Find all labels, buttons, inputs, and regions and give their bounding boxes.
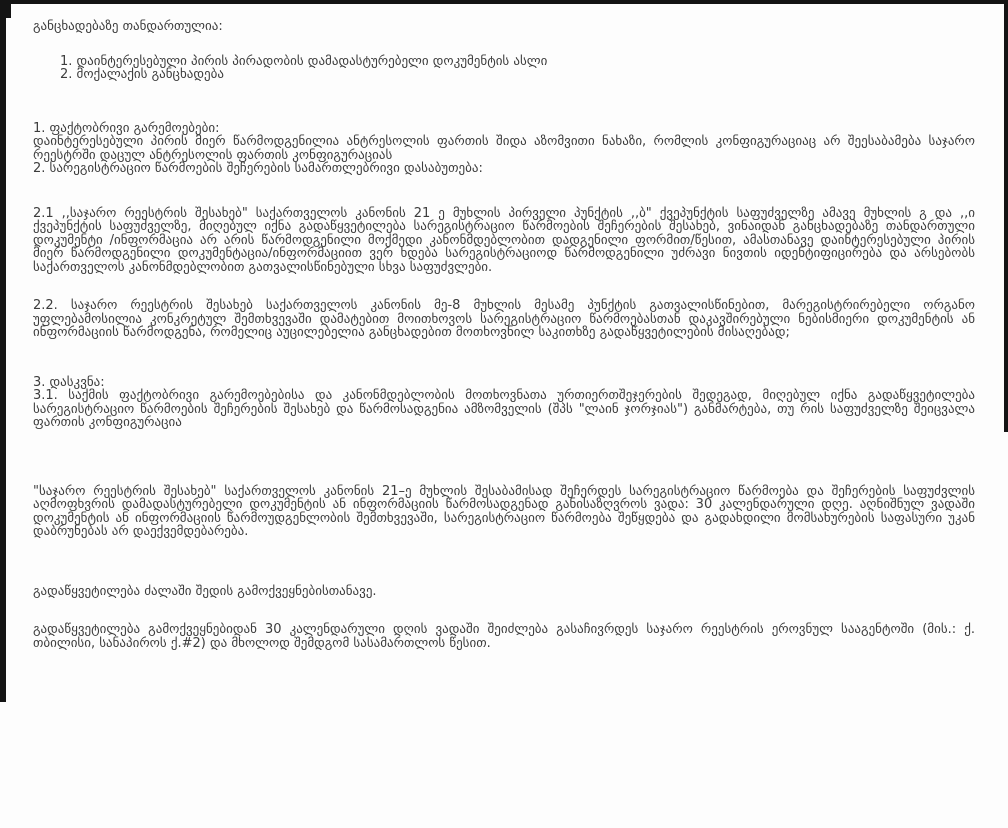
effective-line: გადაწყვეტილება ძალაში შედის გამოქვეყნებისთანავე. — [33, 583, 377, 599]
attachment-number: 2. — [60, 67, 73, 82]
document-body — [33, 20, 975, 650]
clause-3-1: 3.1. საქმის ფაქტობრივი გარემოებებისა და კანონმდებლობის მოთხოვნათა ურთიერთშეჯერების შედეგად, მიღებულ იქნა გადაწყვეტილება სარეგისტრაციო წარმოების შეჩერების შესახებ და წარმოსადგენია ამზომველის (შპს "ლაინ ჯორჯიას") განმარტება, თუ რის საფუძველზე შეიცვალა ფართის კონფიგურაცია — [33, 388, 975, 430]
facts-heading: 1. ფაქტობრივი გარემოებები: — [33, 120, 220, 136]
suspension-paragraph: "საჯარო რეესტრის შესახებ" საქართველოს კანონის 21–ე მუხლის შესაბამისად შეჩერდეს სარეგისტრაციო წარმოება და შეჩერების საფუძვლის აღმოფხვრის დამადასტურებელი დოკუმენტის ან ინფორმაციის წარმოსადგენად განისაზღვროს ვადა: 30 კალენდარული დღე. აღნიშნულ ვადაში დოკუმენტის ან ინფორმაციის წარმოუდგენლობის შემთხვევაში, სარეგისტრაციო წარმოება შეწყდება და გადახდილი მომსახურების საფასური უკან დაბრუნებას არ დაექვემდებარება. — [33, 483, 975, 539]
conclusion-heading: 3. დასკვნა: — [33, 374, 105, 390]
scan-edge-left — [0, 0, 6, 702]
attachment-item — [60, 68, 975, 82]
scan-edge-right — [1004, 0, 1008, 432]
attachment-label: მოქალაქის განცხადება — [76, 67, 224, 82]
clause-2-2: 2.2. საჯარო რეესტრის შესახებ საქართველოს კანონის მე-8 მუხლის მესამე პუნქტის გათვალისწინებით, მარეგისტრირებელი ორგანო უფლებამოსილია კონკრეტულ შემთხვევაში დამატებით მოითხოვოს სარეგისტრაციო წარმოებასთან დაკავშირებული ნებისმიერი დოკუმენტის ან ინფორმაციის წარმოდგენა, რომელიც აუცილებელია განცხადებით მოთხოვნილ საკითხზე გადაწყვეტილების მისაღებად; — [33, 298, 975, 340]
intro-heading: განცხადებაზე თანდართულია: — [33, 19, 223, 34]
scan-corner-blob — [0, 0, 11, 18]
scan-edge-top — [0, 0, 1008, 4]
clause-2-1: 2.1 ,,საჯარო რეესტრის შესახებ" საქართველოს კანონის 21 ე მუხლის პირველი პუნქტის ,,ბ" ქვეპუნქტის საფუძველზე ამავე მუხლის გ და ,,ი ქვეპუნქტის საფუძველზე, მიღებულ იქნა გადაწყვეტილება სარეგისტრაციო წარმოების შეჩერების შესახებ, ვინაიდან განცხადებაზე თანდართული დოკუმენტი /ინფორმაცია არ არის წარმოდგენილი მოქმედი კანონმდებლობით დადგენილი ფორმით/წესით, ამასთანავე დაინტერესებული პირის მიერ წარმოდგენილი დოკუმენტაცია/ინფორმაციით ვერ ხდება სარეგისტრაციოდ წარმოდგენილი უძრავი ნივთის იდენტიფიცირება და არსებობს საქართველოს კანონმდებლობით გათვალისწინებული სხვა საფუძვლები. — [33, 205, 975, 275]
facts-body: დაინტერესებული პირის მიერ წარმოდგენილია ანტრესოლის ფართის შიდა აზომვითი ნახაზი, რომლის კონფიგურაციაც არ შეესაბამება საჯარო რეესტრში დაცულ ანტრესოლის ფართის კონფიგურაციას — [33, 134, 975, 163]
attachment-label: დაინტერესებული პირის პირადობის დამადასტურებელი დოკუმენტის ასლი — [76, 53, 548, 69]
legal-heading: 2. სარეგისტრაციო წარმოების შეჩერების სამართლებრივი დასაბუთება: — [33, 161, 483, 176]
appeal-paragraph: გადაწყვეტილება გამოქვეყნებიდან 30 კალენდარული დღის ვადაში შეიძლება გასაჩივრდეს საჯარო რეესტრის ეროვნულ სააგენტოში (მის.: ქ. თბილისი, სანაპიროს ქ.#2) და მხოლოდ შემდგომ სასამართლოს წესით. — [33, 622, 975, 651]
attachment-number: 1. — [60, 53, 73, 69]
attachment-item — [60, 55, 975, 69]
attachments-list — [60, 55, 975, 82]
